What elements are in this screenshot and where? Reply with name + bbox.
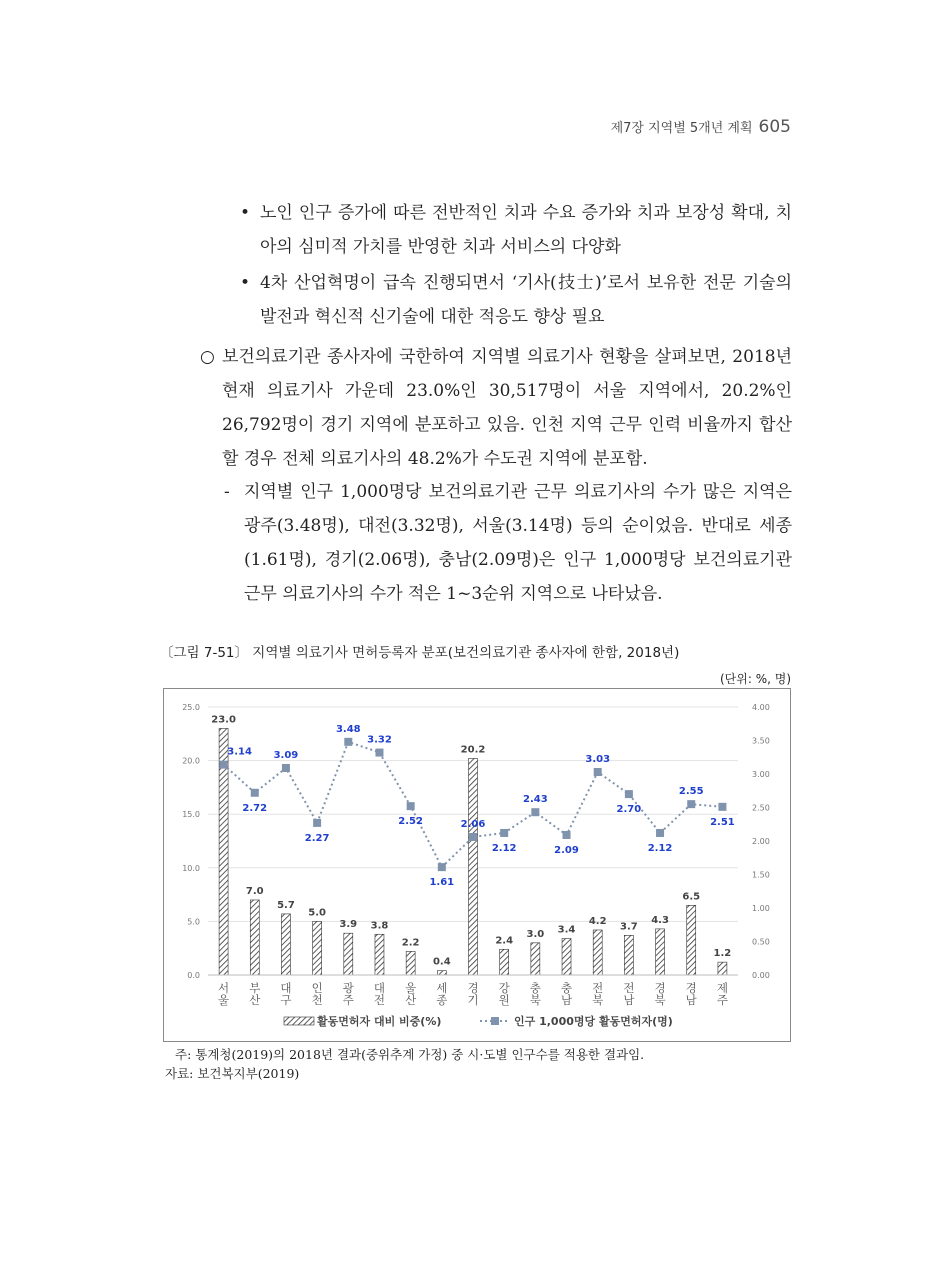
bullet-marker: • <box>240 273 251 293</box>
line-point <box>313 819 321 827</box>
legend-line-marker <box>491 1017 499 1025</box>
bar <box>469 758 478 975</box>
line-point <box>687 800 695 808</box>
y-right-tick-label: 3.00 <box>752 770 770 779</box>
x-tick-label: 부 <box>249 981 261 995</box>
bullet-text: 노인 인구 증가에 따른 전반적인 치과 수요 증가와 치과 보장성 확대, 치아의 심미적 가치를 반영한 치과 서비스의 다양화 <box>260 203 792 257</box>
bar <box>313 921 322 975</box>
bar-data-label: 1.2 <box>713 948 732 960</box>
x-tick-label: 주 <box>716 993 728 1007</box>
y-left-tick-label: 15.0 <box>182 810 200 820</box>
line-point <box>438 863 446 871</box>
chapter-title: 제7장 지역별 5개년 계획 <box>610 121 753 136</box>
bar-data-label: 3.4 <box>557 924 576 936</box>
line-point <box>625 790 633 798</box>
bullet-text: 4차 산업혁명이 급속 진행되면서 ‘기사(技士)’로서 보유한 전문 기술의 발전과 혁신적 신기술에 대한 적응도 향상 필요 <box>260 273 792 327</box>
x-tick-label: 산 <box>405 993 417 1007</box>
x-tick-label: 남 <box>560 993 573 1007</box>
x-tick-label: 인 <box>311 981 323 995</box>
y-left-tick-label: 20.0 <box>182 756 200 766</box>
line-point <box>282 764 290 772</box>
line-data-label: 3.32 <box>367 734 392 746</box>
bar <box>281 914 290 975</box>
x-tick-label: 기 <box>467 993 479 1007</box>
x-tick-label: 전 <box>592 981 604 995</box>
bullet-item <box>240 196 792 264</box>
y-right-tick-label: 3.50 <box>752 736 770 746</box>
line-point <box>220 761 228 769</box>
x-tick-label: 광 <box>342 981 354 995</box>
x-tick-label: 북 <box>592 993 604 1007</box>
line-point <box>718 803 726 811</box>
x-tick-label: 주 <box>342 993 354 1007</box>
figure-note: 주: 통계청(2019)의 2018년 결과(중위추계 가정) 중 시·도별 인구수를 적용한 결과임. <box>175 1047 645 1062</box>
bar <box>437 971 446 975</box>
bar <box>718 962 727 975</box>
line-data-label: 2.51 <box>710 816 735 828</box>
y-right-tick-label: 1.00 <box>752 904 770 913</box>
figure-source: 자료: 보건복지부(2019) <box>165 1066 300 1081</box>
bar-data-label: 0.4 <box>432 956 451 968</box>
line-data-label: 2.27 <box>304 832 330 844</box>
bar-data-label: 3.8 <box>370 920 389 932</box>
y-left-tick-label: 25.0 <box>182 703 200 712</box>
y-right-tick-label: 1.50 <box>752 870 770 880</box>
bar-data-label: 7.0 <box>245 885 264 897</box>
bar-data-label: 20.2 <box>460 744 486 756</box>
x-tick-label: 북 <box>654 993 666 1007</box>
line-point <box>500 829 508 837</box>
bar <box>562 939 571 975</box>
line-point <box>656 829 664 837</box>
line-point <box>407 802 415 810</box>
line-point <box>344 738 352 746</box>
y-right-tick-label: 0.00 <box>752 971 770 980</box>
y-left-tick-label: 0.0 <box>187 971 200 980</box>
dash-marker: - <box>224 482 230 502</box>
line-data-label: 2.72 <box>242 802 268 814</box>
figure-unit: (단위: %, 명) <box>719 672 791 686</box>
legend-line-label: 인구 1,000명당 활동면허자(명) <box>514 1015 673 1028</box>
y-right-tick-label: 4.00 <box>752 703 770 712</box>
x-tick-label: 경 <box>467 981 479 995</box>
line-data-label: 2.09 <box>554 844 579 856</box>
x-tick-label: 북 <box>529 993 541 1007</box>
combo-chart <box>164 689 790 1041</box>
bar <box>344 933 353 975</box>
circle-marker: ○ <box>200 347 215 367</box>
x-tick-label: 경 <box>685 981 697 995</box>
line-point <box>594 768 602 776</box>
line-point <box>531 808 539 816</box>
bar <box>656 929 665 975</box>
bar <box>624 935 633 975</box>
bar-data-label: 2.4 <box>495 935 514 947</box>
x-tick-label: 대 <box>280 981 292 995</box>
x-tick-label: 강 <box>498 981 510 995</box>
y-right-tick-label: 2.00 <box>752 837 770 846</box>
page-number: 605 <box>758 117 791 137</box>
x-tick-label: 울 <box>218 993 230 1007</box>
line-point <box>251 789 259 797</box>
x-tick-label: 산 <box>249 993 261 1007</box>
line-data-label: 2.12 <box>491 842 517 854</box>
line-data-label: 2.55 <box>678 786 704 798</box>
bar-data-label: 3.0 <box>526 928 545 940</box>
dash-paragraph <box>224 475 792 611</box>
line-data-label: 2.12 <box>647 842 673 854</box>
line-point <box>469 833 477 841</box>
y-right-tick-label: 2.50 <box>752 803 770 813</box>
line-data-label: 2.70 <box>616 804 642 816</box>
page-header <box>611 117 791 137</box>
circle-paragraph-text: 보건의료기관 종사자에 국한하여 지역별 의료기사 현황을 살펴보면, 2018년 현재 의료기사 가운데 23.0%인 30,517명이 서울 지역에서, 20.2%인 26,792명이 경기 지역에 분포하고 있음. 인천 지역 근무 인력 비율까지 합산할 경우 전체 의료기사의 48.2%가 수도권 지역에 분포함. <box>222 347 792 469</box>
x-tick-label: 전 <box>623 981 635 995</box>
line-data-label: 2.43 <box>523 794 548 806</box>
bar-data-label: 4.2 <box>588 915 607 927</box>
x-tick-label: 전 <box>373 993 386 1007</box>
bar <box>250 900 259 975</box>
dash-paragraph-text: 지역별 인구 1,000명당 보건의료기관 근무 의료기사의 수가 많은 지역은 광주(3.48명), 대전(3.32명), 서울(3.14명) 등의 순이었음. 반대로 세종(1.61명), 경기(2.06명), 충남(2.09명)은 인구 1,000명당 보건의료기관 근무 의료기사의 수가 적은 1~3순위 지역으로 나타났음. <box>244 482 792 604</box>
line-data-label: 2.52 <box>398 816 423 828</box>
bar-data-label: 6.5 <box>682 891 701 903</box>
bullet-item <box>240 266 792 334</box>
x-tick-label: 남 <box>685 993 697 1007</box>
bar <box>406 951 415 975</box>
line-data-label: 1.61 <box>429 877 455 889</box>
line-point <box>563 831 571 839</box>
x-tick-label: 세 <box>436 981 448 995</box>
bar <box>375 934 384 975</box>
x-tick-label: 구 <box>280 993 292 1007</box>
bar-data-label: 5.0 <box>308 907 326 919</box>
y-left-tick-label: 10.0 <box>182 863 200 873</box>
bar <box>531 943 540 975</box>
line-data-label: 2.06 <box>460 818 486 830</box>
circle-paragraph <box>200 340 792 476</box>
bullet-marker: • <box>240 203 251 223</box>
x-tick-label: 울 <box>405 981 417 995</box>
x-tick-label: 제 <box>716 981 728 995</box>
bar-data-label: 4.3 <box>651 914 669 926</box>
x-tick-label: 종 <box>436 993 448 1007</box>
x-tick-label: 남 <box>623 993 635 1007</box>
bar <box>687 905 696 975</box>
legend-bar-swatch <box>284 1017 314 1025</box>
chart-container <box>163 688 791 1042</box>
bar <box>500 949 509 975</box>
line-data-label: 3.48 <box>335 723 361 735</box>
line-data-label: 3.14 <box>227 746 252 758</box>
y-left-tick-label: 5.0 <box>187 917 200 927</box>
bullet-list <box>240 196 792 336</box>
x-tick-label: 원 <box>498 993 510 1007</box>
bar-data-label: 23.0 <box>211 714 236 726</box>
bar <box>593 930 602 975</box>
x-tick-label: 경 <box>654 981 666 995</box>
line-point <box>375 749 383 757</box>
x-tick-label: 천 <box>311 993 323 1007</box>
bar-data-label: 3.7 <box>620 921 638 933</box>
figure-title: 〔그림 7-51〕 지역별 의료기사 면허등록자 분포(보건의료기관 종사자에 한함, 2018년) <box>160 645 680 661</box>
bar-data-label: 3.9 <box>339 919 358 931</box>
x-tick-label: 충 <box>529 981 541 995</box>
line-data-label: 3.09 <box>273 749 299 761</box>
x-tick-label: 충 <box>560 981 573 995</box>
bar-data-label: 2.2 <box>401 937 420 949</box>
line-data-label: 3.03 <box>585 753 611 765</box>
legend-bar-label: 활동면허자 대비 비중(%) <box>317 1015 442 1028</box>
x-tick-label: 서 <box>218 981 230 995</box>
bar-data-label: 5.7 <box>277 899 295 911</box>
x-tick-label: 대 <box>373 981 386 995</box>
y-right-tick-label: 0.50 <box>752 937 770 947</box>
